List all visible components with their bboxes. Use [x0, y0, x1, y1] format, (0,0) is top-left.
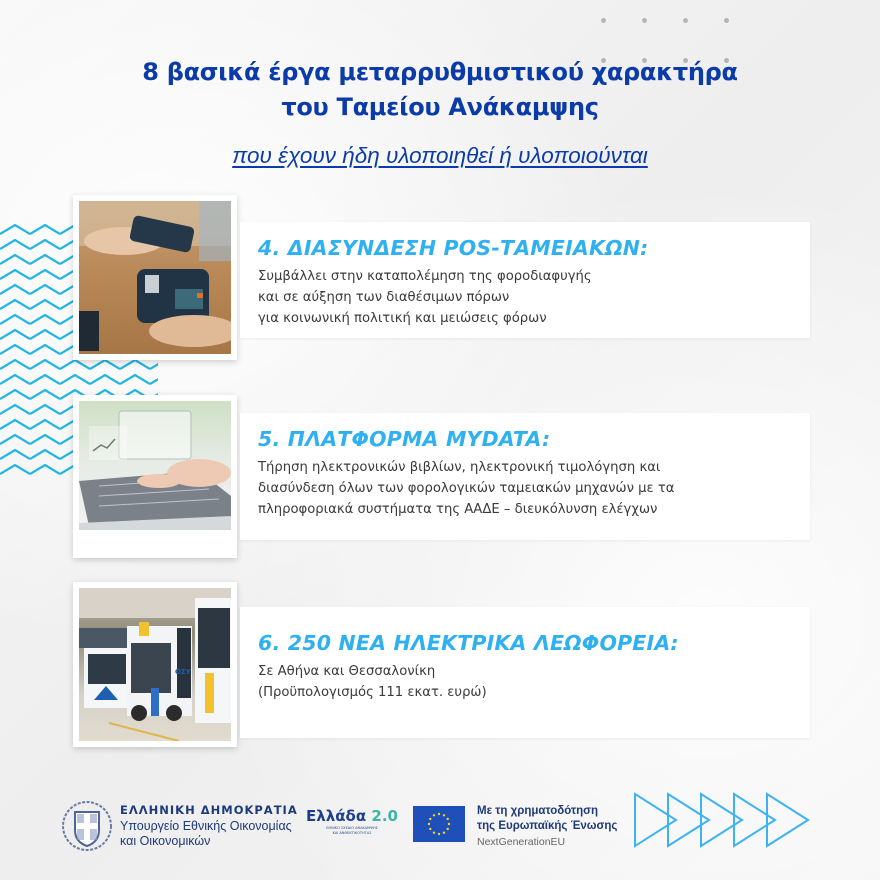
item-title: 4. ΔΙΑΣΥΝΔΕΣΗ POS-ΤΑΜΕΙΑΚΩΝ:	[258, 236, 649, 260]
item-title: 5. ΠΛΑΤΦΟΡΜΑ MYDATA:	[258, 427, 551, 451]
photo-pos-terminal	[73, 195, 237, 360]
description-line: και σε αύξηση των διαθέσιμων πόρων	[258, 290, 510, 305]
eu-funding-text	[477, 804, 617, 849]
item-card-4	[240, 222, 810, 338]
ministry-line: και Οικονομικών	[120, 834, 211, 848]
item-card-6	[240, 607, 810, 738]
laptop-illustration-icon	[79, 401, 231, 530]
ministry-line: Υπουργείο Εθνικής Οικονομίας	[120, 819, 292, 833]
page-subtitle	[0, 142, 880, 170]
title-line-1: 8 βασικά έργα μεταρρυθμιστικού χαρακτήρα	[142, 58, 738, 86]
description-line: (Προϋπολογισμός 111 εκατ. ευρώ)	[258, 685, 487, 700]
ellada-word: Ελλάδα	[306, 807, 367, 825]
eu-line: Με τη χρηματοδότηση	[477, 805, 599, 817]
government-logo-text	[120, 803, 298, 849]
gov-ministry	[120, 819, 298, 849]
description-line: διασύνδεση όλων των φορολογικών ταμειακών μηχανών με τα	[258, 481, 675, 496]
ellada-sub-line: ΚΑΙ ΑΝΘΕΚΤΙΚΟΤΗΤΑΣ	[332, 831, 372, 835]
gov-title: ΕΛΛΗΝΙΚΗ ΔΗΜΟΚΡΑΤΙΑ	[120, 803, 298, 817]
ellada-version: 2.0	[371, 807, 398, 825]
item-card-5	[240, 413, 810, 540]
pos-terminal-illustration-icon	[79, 201, 231, 354]
bus-illustration-icon	[79, 588, 231, 741]
page-title	[0, 55, 880, 125]
dot	[601, 18, 606, 23]
description-line: Τήρηση ηλεκτρονικών βιβλίων, ηλεκτρονική τιμολόγηση και	[258, 460, 661, 475]
ellada-2-0-logo	[300, 807, 404, 836]
description-line: Συμβάλλει στην καταπολέμηση της φοροδιαφυγής	[258, 269, 592, 284]
svg-text:ΟΣΥ: ΟΣΥ	[175, 668, 191, 676]
dot	[683, 18, 688, 23]
play-triangles-icon	[630, 790, 820, 850]
photo-laptop-mydata	[73, 395, 237, 558]
item-description	[258, 457, 810, 520]
dot	[724, 18, 729, 23]
greek-coat-of-arms-icon	[60, 800, 114, 852]
description-line: Σε Αθήνα και Θεσσαλονίκη	[258, 664, 436, 679]
title-line-2: του Ταμείου Ανάκαμψης	[281, 93, 599, 121]
dot	[642, 18, 647, 23]
description-line: πληροφοριακά συστήματα της ΑΑΔΕ – διευκόλυνση ελέγχων	[258, 502, 658, 517]
description-line: για κοινωνική πολιτική και μειώσεις φόρων	[258, 311, 547, 326]
item-title: 6. 250 ΝΕΑ ΗΛΕΚΤΡΙΚΑ ΛΕΩΦΟΡΕΙΑ:	[258, 631, 679, 655]
ellada-logo-title	[300, 807, 404, 825]
subtitle-text: που έχουν ήδη υλοποιηθεί ή υλοποιούνται	[232, 143, 648, 168]
next-generation-eu-label: NextGenerationEU	[477, 836, 566, 848]
ellada-subtitle	[300, 826, 404, 836]
item-description	[258, 661, 810, 703]
photo-electric-buses	[73, 582, 237, 747]
item-description	[258, 266, 810, 329]
eu-line: της Ευρωπαϊκής Ένωσης	[477, 820, 618, 832]
eu-flag-icon	[413, 806, 465, 842]
ellada-sub-line: ΕΘΝΙΚΟ ΣΧΕΔΙΟ ΑΝΑΚΑΜΨΗΣ	[326, 826, 378, 830]
